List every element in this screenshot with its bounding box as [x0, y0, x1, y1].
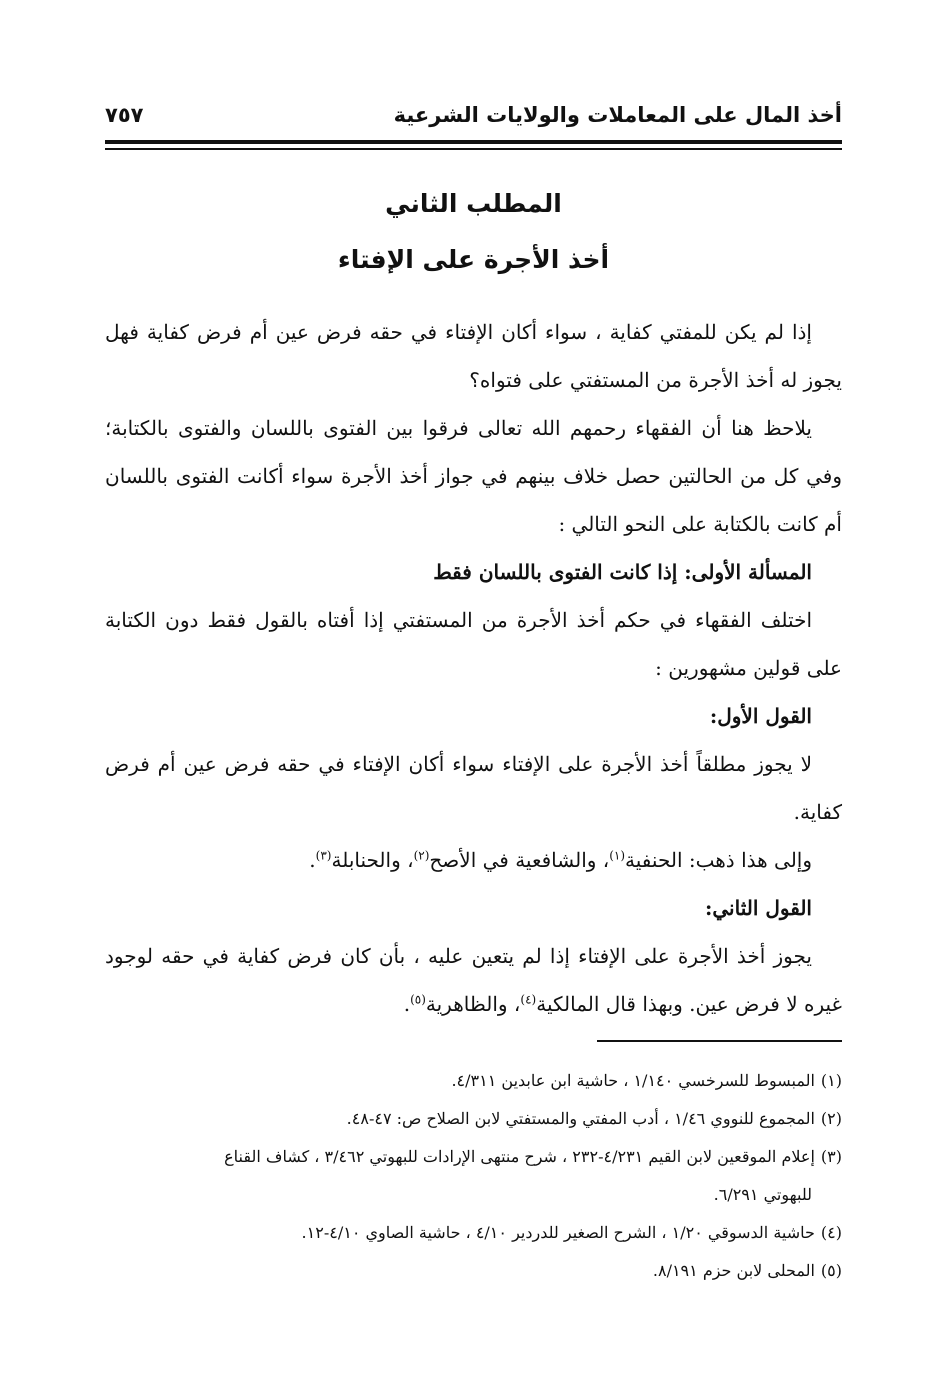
footnote-1 — [105, 1062, 842, 1100]
footnote-text: المحلى لابن حزم ٨/١٩١. — [652, 1261, 815, 1280]
footnote-number: (٢) — [820, 1109, 842, 1128]
paragraph-disagreement: اختلف الفقهاء في حكم أخذ الأجرة من المستفتي إذا أفتاه بالقول فقط دون الكتابة على قولين مشهورين : — [105, 608, 842, 680]
footnote-text: إعلام الموقعين لابن القيم ٤/٢٣١-٢٣٢ ، شرح منتهى الإرادات للبهوتي ٣/٤٦٢ ، كشاف القناع — [224, 1147, 815, 1166]
opinion-2-heading: القول الثاني: — [705, 896, 812, 920]
footnote-5 — [105, 1252, 842, 1290]
text-segment: ، والحنابلة — [331, 848, 414, 872]
text-segment: وإلى هذا ذهب: الحنفية — [625, 848, 812, 872]
paragraph-note: يلاحظ هنا أن الفقهاء رحمهم الله تعالى فرقوا بين الفتوى باللسان والفتوى بالكتابة؛ وفي كل من الحالتين حصل خلاف بينهم في جواز أخذ الأجرة سواء أكانت الفتوى باللسان أم كانت بالكتابة على النحو التالي : — [105, 416, 842, 536]
paragraph-opinion-2 — [105, 932, 842, 1028]
paragraph-opinion-1: لا يجوز مطلقاً أخذ الأجرة على الإفتاء سواء أكان الإفتاء في حقه فرض عين أم فرض كفاية. — [105, 752, 842, 824]
footnote-text: المبسوط للسرخسي ١/١٤٠ ، حاشية ابن عابدين ٤/٣١١. — [451, 1071, 815, 1090]
footnote-ref-4[interactable]: (٤) — [520, 992, 537, 1007]
running-header — [105, 100, 842, 140]
running-title: أخذ المال على المعاملات والولايات الشرعية — [393, 103, 842, 127]
footnote-2 — [105, 1100, 842, 1138]
footnotes — [105, 1062, 842, 1290]
header-rule-thin — [105, 148, 842, 150]
footnote-number: (٣) — [820, 1147, 842, 1166]
footnote-number: (٤) — [820, 1223, 842, 1242]
section-subtitle: أخذ الأجرة على الإفتاء — [337, 245, 610, 274]
text-segment: . — [403, 992, 411, 1016]
text-segment: ، والشافعية في الأصح — [429, 848, 610, 872]
header-rule-thick — [105, 140, 842, 144]
footnote-number: (٥) — [820, 1261, 842, 1280]
footnote-text: المجموع للنووي ١/٤٦ ، أدب المفتي والمستفتي لابن الصلاح ص: ٤٧-٤٨. — [346, 1109, 815, 1128]
footnote-text: حاشية الدسوقي ١/٢٠ ، الشرح الصغير للدردير ٤/١٠ ، حاشية الصاوي ٤/١٠-١٢. — [301, 1223, 815, 1242]
footnote-separator — [597, 1040, 842, 1042]
footnote-ref-5[interactable]: (٥) — [410, 992, 426, 1007]
footnote-ref-3[interactable]: (٣) — [315, 848, 332, 863]
paragraph-question: إذا لم يكن للمفتي كفاية ، سواء أكان الإفتاء في حقه فرض عين أم فرض كفاية فهل يجوز له أخذ الأجرة من المستفتي على فتواه؟ — [105, 320, 842, 392]
footnote-ref-2[interactable]: (٢) — [413, 848, 430, 863]
section-title: المطلب الثاني — [385, 189, 562, 218]
text-segment: يجوز أخذ الأجرة على الإفتاء إذا لم يتعين عليه ، بأن كان فرض كفاية في حقه لوجود غيره لا فرض عين. وبهذا قال المالكية — [105, 944, 842, 1016]
footnote-3 — [105, 1138, 842, 1176]
body-text — [105, 308, 842, 1028]
page-number: ٧٥٧ — [105, 103, 144, 127]
opinion-1-heading: القول الأول: — [709, 704, 812, 728]
paragraph-opinion-1-holders — [105, 836, 842, 884]
text-segment: . — [309, 848, 316, 872]
footnote-4 — [105, 1214, 842, 1252]
footnote-ref-1[interactable]: (١) — [609, 848, 626, 863]
footnote-number: (١) — [820, 1071, 842, 1090]
text-segment: ، والظاهرية — [425, 992, 521, 1016]
footnote-3-continuation: للبهوتي ٦/٢٩١. — [713, 1185, 812, 1204]
issue-heading: المسألة الأولى: إذا كانت الفتوى باللسان فقط — [433, 560, 812, 584]
